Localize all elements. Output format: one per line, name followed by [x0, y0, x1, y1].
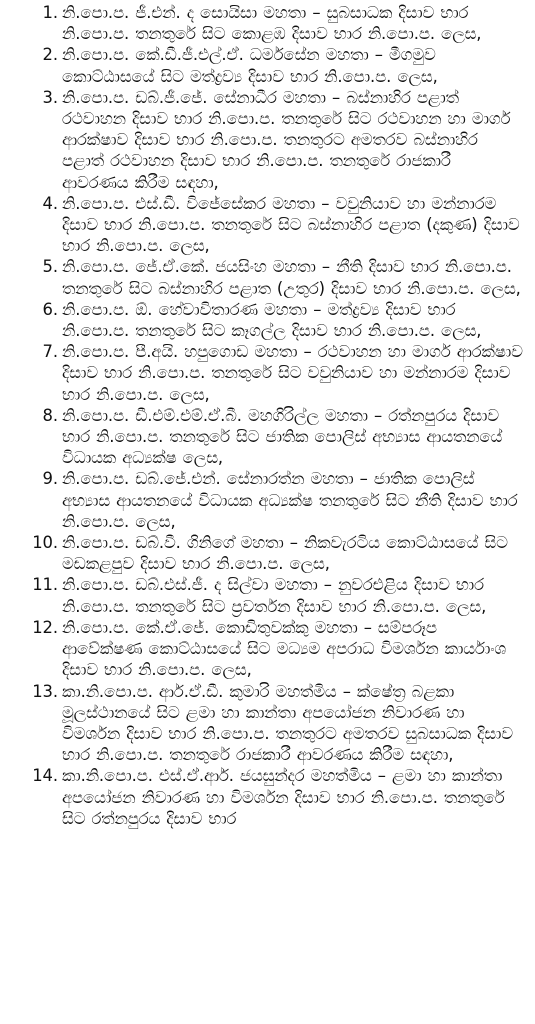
list-item: [10, 299, 523, 341]
item-text: නි.පො.ප. ඩබ්.වී. ගිනිගේ මහතා – නිකවැරටිය කොට්ඨාසයේ සිට මඩකළපුව දිසාව භාර නි.පො.ප. ලෙස,: [62, 533, 508, 574]
item-number: 11.: [32, 575, 58, 595]
item-number: 8.: [42, 405, 58, 425]
list-item: [10, 405, 523, 469]
item-text: නි.පො.ප. කේ.ඩී.ජී.එල්.ඒ. ධර්මසේන මහතා – මීගමුව කොට්ඨාසයේ සිට මත්ද්‍රව්‍ය දිසාව භාර නි.පො.ප. ලෙස,: [62, 45, 438, 86]
list-item: [10, 193, 523, 257]
list-item: [10, 765, 523, 829]
item-number: 6.: [42, 299, 58, 319]
item-text: නි.පො.ප. පී.අයි. හපුගොඩ මහතා – රථවාහන හා මාර්ග ආරක්ෂාව දිසාව භාර නි.පො.ප. තනතුරේ සිට වවුනියාව හා මන්නාරම දිසාව භාර නි.පො.ප. ලෙස,: [62, 342, 523, 404]
item-text: නි.පො.ප. ඕ. හේවාවිතාරණ මහතා – මත්ද්‍රව්‍ය දිසාව භාර නි.පො.ප. තනතුරේ සිට කෑගල්ල දිසාව භාර නි.පො.ප. ලෙස,: [62, 299, 482, 341]
list-item: [10, 617, 523, 681]
item-number: 4.: [42, 193, 58, 213]
item-number: 3.: [42, 87, 58, 107]
list-item: [10, 468, 523, 532]
item-text: නි.පො.ප. එස්.ඩී. විජේසේකර මහතා – වවුනියාව හා මන්නාරම දිසාව භාර නි.පො.ප. තනතුරේ සිට බස්නාහිර පළාත (දකුණ) දිසාව භාර නි.පො.ප. ලෙස,: [62, 193, 520, 256]
list-item: [10, 681, 523, 766]
item-text: නි.පො.ප. ඩබ්.එස්.ජී. ද සිල්වා මහතා – නුවරඑළිය දිසාව භාර නි.පො.ප. තනතුරේ සිට ප්‍රවර්තන දිසාව භාර නි.පො.ප. ලෙස,: [62, 575, 487, 616]
item-text: නි.පො.ප. ජී.එන්. ද සොයිසා මහතා – සුබසාධක දිසාව භාර නි.පො.ප. තනතුරේ සිට කොළඹ දිසාව භාර නි.පො.ප. ලෙස,: [62, 3, 482, 44]
item-number: 5.: [42, 257, 58, 277]
list-item: [10, 341, 523, 405]
item-number: 12.: [32, 617, 58, 637]
list-item: [10, 574, 523, 616]
list-item: [10, 532, 523, 574]
item-number: 14.: [32, 766, 58, 786]
list-item: [10, 87, 523, 193]
item-number: 7.: [42, 342, 58, 362]
item-text: නි.පො.ප. ඩබ්.ජේ.එන්. සේනාරත්න මහතා – ජාතික පොලිස් අභ්‍යාස ආයතනයේ විධායක අධ්‍යක්ෂ තනතුරේ සිට නීති දිසාව භාර නි.පො.ප. ලෙස,: [62, 469, 518, 531]
transfer-list: [10, 2, 523, 829]
item-number: 10.: [32, 533, 58, 553]
item-text: කා.නි.පො.ප. එස්.ඒ.ආර්. ජයසුන්දර මහත්මිය – ළමා හා කාන්තා අපයෝජන නිවාරණ හා විමර්ශන දිසාව භාර නි.පො.ප. තනතුරේ සිට රත්නපුරය දිසාව භාර: [62, 766, 505, 828]
list-item: [10, 44, 523, 86]
list-item: [10, 2, 523, 44]
item-text: නි.පො.ප. ජේ.ඒ.කේ. ජයසිංහ මහතා – නීති දිසාව භාර නි.පො.ප. තනතුරේ සිට බස්නාහිර පළාත (උතුර) දිසාව භාර නි.පො.ප. ලෙස,: [62, 257, 521, 298]
item-text: නි.පො.ප. ඩබ්.ජී.ජේ. සේනාධීර මහතා – බස්නාහිර පළාත් රථවාහන දිසාව භාර නි.පො.ප. තනතුරේ සිට රථවාහන හා මාර්ග ආරක්ෂාව දිසාව භාර නි.පො.ප. තනතුරට අමතරව බස්නාහිර පළාත් රථවාහන දිසාව භාර නි.පො.ප. තනතුරේ රාජකාරී ආවරණය කිරීම සඳහා,: [62, 87, 511, 192]
item-number: 1.: [42, 3, 58, 22]
item-text: නි.පො.ප. කේ.ඒ.ජේ. කොඩිතුවක්කු මහතා – සම්පරූප ආවේක්ෂණ කොට්ඨාසයේ සිට මධ්‍යම අපරාධ විමර්ශන කාර්යාංශ දිසාව භාර නි.පො.ප. ලෙස,: [62, 617, 507, 680]
list-item: [10, 256, 523, 298]
item-text: නි.පො.ප. ඩී.එම්.එම්.ඒ.බී. මහගිරිල්ල මහතා – රත්නපුරය දිසාව භාර නි.පො.ප. තනතුරේ සිට ජාතික පොලිස් අභ්‍යාස ආයතනයේ විධායක අධ්‍යක්ෂ ලෙස,: [62, 405, 503, 468]
item-number: 2.: [42, 45, 58, 65]
item-text: කා.නි.පො.ප. ආර්.ඒ.ඩී. කුමාරි මහත්මිය – ක්ෂේත්‍ර බළකා මූලස්ථානයේ සිට ළමා හා කාන්තා අපයෝජන නිවාරණ හා විමර්ශන දිසාව භාර නි.පො.ප. තනතුරට අමතරව සුබසාධක දිසාව භාර නි.පො.ප. තනතුරේ රාජකාරී ආවරණය කිරීම සඳහා,: [62, 681, 513, 765]
item-number: 9.: [42, 469, 58, 489]
item-number: 13.: [32, 681, 58, 701]
